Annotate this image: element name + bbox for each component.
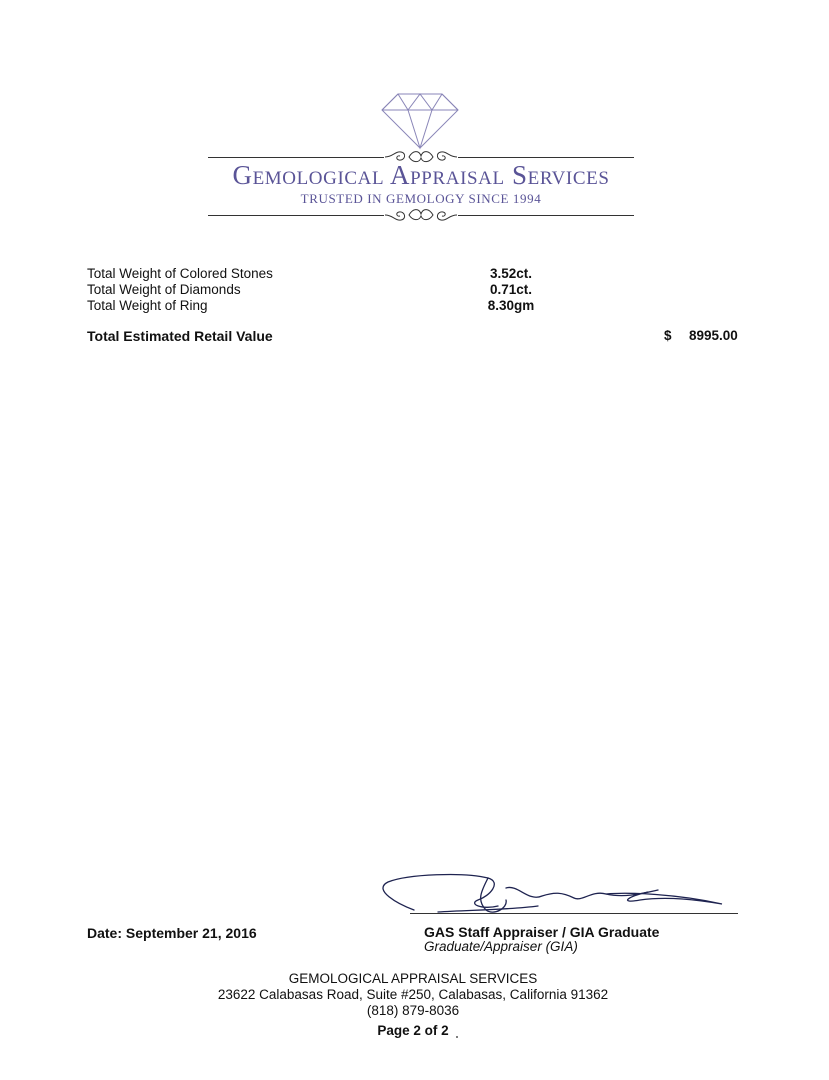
weight-value-colored-stones: 3.52ct. xyxy=(489,266,533,281)
weight-value-diamonds: 0.71ct. xyxy=(489,282,533,297)
company-tagline: TRUSTED IN GEMOLOGY SINCE 1994 xyxy=(300,191,542,206)
footer-phone: (818) 879-8036 xyxy=(366,1003,460,1018)
header-rule-top-right xyxy=(458,157,634,158)
weight-value-ring: 8.30gm xyxy=(487,298,535,313)
scroll-ornament-icon xyxy=(383,206,459,224)
diamond-icon xyxy=(380,92,460,150)
header-rule-bottom-left xyxy=(208,215,384,216)
signature-line xyxy=(410,913,738,914)
total-value-currency: $ xyxy=(664,328,672,343)
total-value-amount: 8995.00 xyxy=(689,328,738,343)
scan-speck xyxy=(456,1036,458,1038)
header-rule-top-left xyxy=(208,157,384,158)
footer-address: 23622 Calabasas Road, Suite #250, Calabasas, California 91362 xyxy=(217,987,609,1002)
page-number: Page 2 of 2 xyxy=(377,1023,449,1038)
header-rule-bottom-right xyxy=(458,215,634,216)
total-value-label: Total Estimated Retail Value xyxy=(87,328,273,344)
weight-label-diamonds: Total Weight of Diamonds xyxy=(87,282,241,297)
company-name: Gemological Appraisal Services xyxy=(232,160,610,190)
appraiser-subtitle: Graduate/Appraiser (GIA) xyxy=(424,939,578,954)
footer-company: GEMOLOGICAL APPRAISAL SERVICES xyxy=(288,971,538,986)
appraiser-title: GAS Staff Appraiser / GIA Graduate xyxy=(424,924,660,940)
weight-label-ring: Total Weight of Ring xyxy=(87,298,208,313)
weight-label-colored-stones: Total Weight of Colored Stones xyxy=(87,266,273,281)
appraisal-date: Date: September 21, 2016 xyxy=(87,925,257,941)
